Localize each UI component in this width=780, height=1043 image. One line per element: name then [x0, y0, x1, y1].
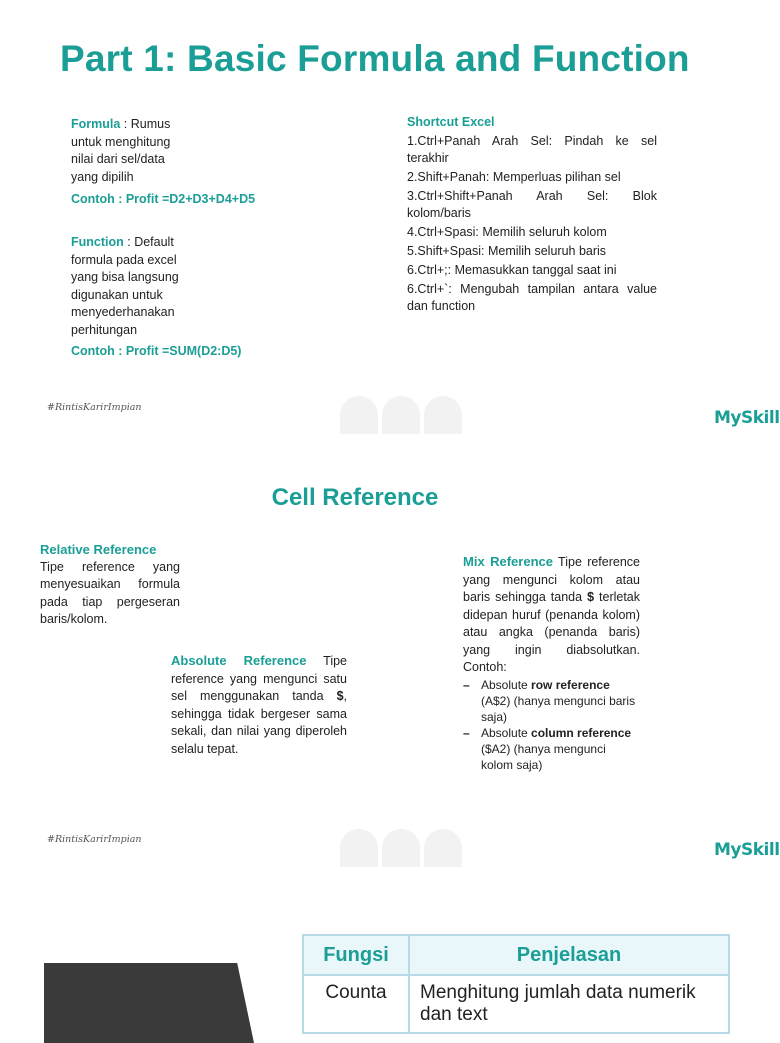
bump-shape [424, 396, 462, 434]
shortcut-item: 5.Shift+Spasi: Memilih seluruh baris [407, 244, 607, 258]
shortcut-item: 6.Ctrl+`: Mengubah tampilan antara value dan function [407, 282, 657, 313]
absolute-reference-block [171, 652, 347, 758]
decorative-bumps [340, 396, 462, 434]
formula-desc-line: nilai dari sel/data [71, 152, 165, 166]
mix-term: Mix Reference [463, 554, 553, 569]
dollar-sign: $ [336, 689, 344, 703]
shortcut-item: 1.Ctrl+Panah Arah Sel: Pindah ke sel terakhir [407, 134, 657, 165]
function-desc-line: digunakan untuk [71, 287, 163, 302]
mix-example-list [463, 677, 640, 773]
shortcut-section [407, 115, 657, 317]
section-title: Cell Reference [271, 484, 439, 511]
formula-desc-first: : Rumus [123, 117, 171, 131]
decorative-bumps [340, 829, 462, 867]
dollar-sign: $ [587, 590, 595, 604]
page-title: Part 1: Basic Formula and Function [60, 38, 690, 79]
function-example: Contoh : Profit =SUM(D2:D5) [71, 344, 242, 358]
function-block [71, 234, 187, 339]
slide-basic-formula [0, 0, 780, 440]
absolute-desc-post: , sehingga tidak bergeser sama sekali, dan nilai yang diperoleh selalu tepat. [171, 689, 347, 756]
formula-desc-line: untuk menghitung [71, 134, 171, 149]
shortcut-list [407, 133, 657, 315]
table-row [303, 975, 729, 1033]
mix-desc-post: terletak didepan huruf (penanda kolom) atau angka (penanda baris) yang ingin diabsolutkan. Contoh: [463, 590, 641, 674]
hashtag-label: #RintisKarirImpian [47, 834, 142, 845]
shortcut-heading: Shortcut Excel [407, 115, 495, 129]
slide-function-table [0, 880, 768, 1024]
table-cell-description: Menghitung jumlah data numerik dan text [409, 975, 729, 1033]
mix-reference-block [463, 553, 640, 773]
shortcut-item: 3.Ctrl+Shift+Panah Arah Sel: Blok kolom/baris [407, 189, 657, 220]
column-header: Fungsi [303, 935, 409, 975]
function-desc-line: menyederhanakan [71, 305, 175, 319]
bump-shape [340, 396, 378, 434]
relative-term: Relative Reference [40, 542, 157, 557]
slide-cell-reference [0, 448, 780, 873]
function-desc-first: : Default [127, 235, 174, 249]
formula-term: Formula [71, 117, 121, 131]
function-desc-line: yang bisa langsung [71, 270, 179, 284]
table-cell-function: Counta [303, 975, 409, 1033]
function-desc-line: perhitungan [71, 322, 138, 337]
myskill-logo: MySkill [714, 840, 780, 860]
bump-shape [424, 829, 462, 867]
bump-shape [382, 396, 420, 434]
mix-example-item: – Absolute column reference ($A2) (hanya mengunci kolom saja) [463, 725, 640, 773]
function-desc-line: formula pada excel [71, 252, 177, 267]
shortcut-item: 4.Ctrl+Spasi: Memilih seluruh kolom [407, 225, 607, 239]
decorative-dark-shape [44, 963, 254, 1043]
absolute-desc-pre: Tipe reference yang mengunci satu sel menggunakan tanda [171, 654, 348, 703]
bump-shape [382, 829, 420, 867]
function-term: Function [71, 235, 124, 249]
hashtag-label: #RintisKarirImpian [47, 402, 142, 413]
formula-block [71, 116, 187, 186]
bump-shape [340, 829, 378, 867]
mix-example-item: – Absolute row reference (A$2) (hanya mengunci baris saja) [463, 677, 640, 725]
table-header-row [303, 935, 729, 975]
mix-desc-pre: Tipe reference yang mengunci kolom atau baris sehingga tanda [463, 555, 640, 604]
formula-desc-line: yang dipilih [71, 169, 134, 184]
relative-desc: Tipe reference yang menyesuaikan formula pada tiap pergeseran baris/kolom. [40, 559, 180, 626]
formula-example: Contoh : Profit =D2+D3+D4+D5 [71, 192, 256, 206]
relative-reference-block [40, 541, 180, 629]
shortcut-item: 2.Shift+Panah: Memperluas pilihan sel [407, 170, 621, 184]
column-header: Penjelasan [409, 935, 729, 975]
myskill-logo: MySkill [714, 408, 780, 428]
shortcut-item: 6.Ctrl+;: Memasukkan tanggal saat ini [407, 263, 617, 277]
function-table [302, 934, 730, 1034]
absolute-term: Absolute Reference [171, 653, 307, 668]
